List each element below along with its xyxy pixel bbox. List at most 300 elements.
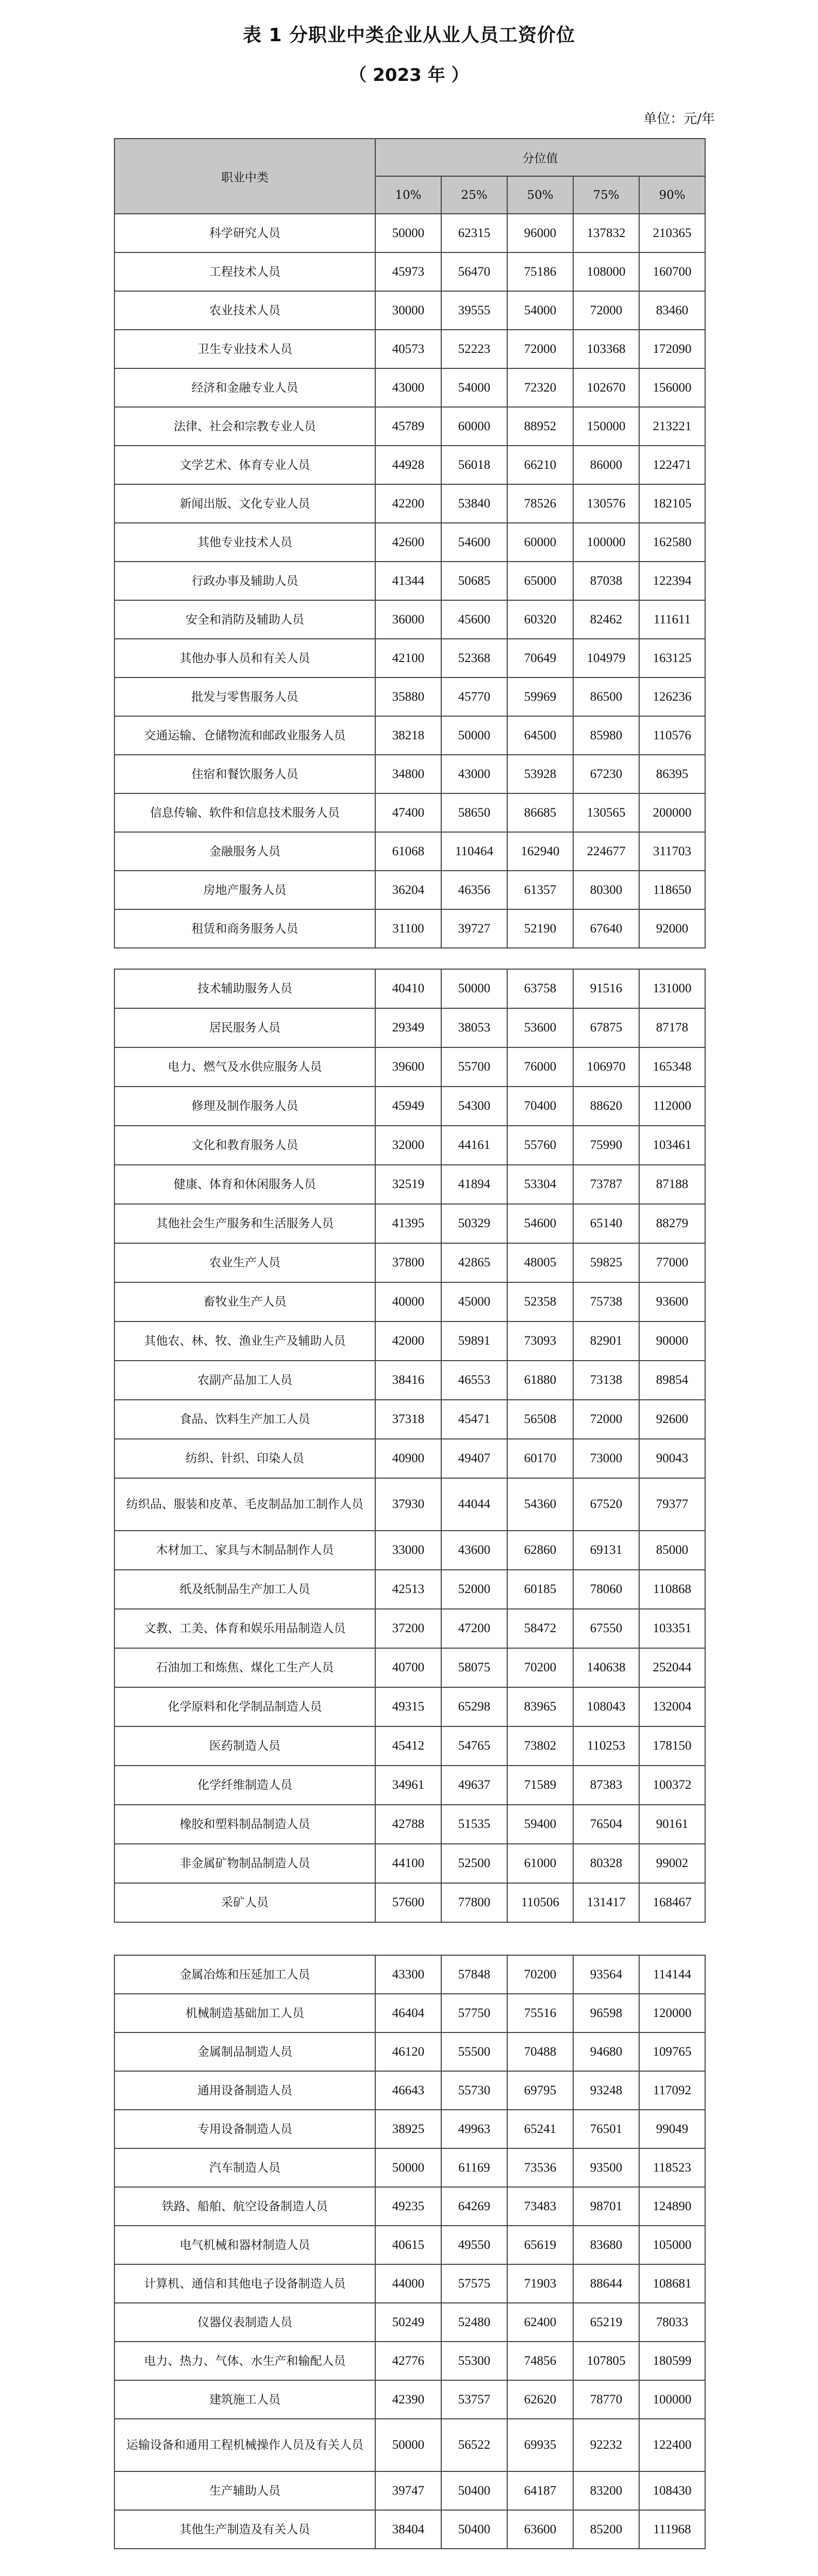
table-row — [114, 2303, 705, 2342]
wage-p10: 37800 — [375, 1243, 441, 1282]
wage-p10: 40700 — [375, 1648, 441, 1687]
occupation-name: 电气机械和器材制造人员 — [114, 2226, 375, 2264]
wage-p25: 50400 — [441, 2471, 507, 2510]
table-row — [114, 909, 705, 948]
wage-p90: 99049 — [639, 2110, 705, 2148]
wage-p25: 56522 — [441, 2419, 507, 2471]
wage-p75: 93248 — [573, 2071, 639, 2110]
wage-p10: 46404 — [375, 1994, 441, 2032]
wage-p50: 76000 — [507, 1047, 573, 1087]
occupation-name: 食品、饮料生产加工人员 — [114, 1400, 375, 1439]
wage-p10: 37200 — [375, 1609, 441, 1648]
wage-p50: 59400 — [507, 1805, 573, 1844]
wage-p75: 96598 — [573, 1994, 639, 2032]
occupation-name: 农副产品加工人员 — [114, 1361, 375, 1400]
wage-p25: 39555 — [441, 291, 507, 330]
table-row — [114, 639, 705, 677]
wage-p50: 71903 — [507, 2264, 573, 2303]
wage-p50: 65619 — [507, 2226, 573, 2264]
wage-p50: 54000 — [507, 291, 573, 330]
wage-p50: 65241 — [507, 2110, 573, 2148]
wage-p75: 93500 — [573, 2148, 639, 2187]
wage-p75: 86000 — [573, 446, 639, 484]
wage-p75: 108043 — [573, 1687, 639, 1726]
wage-p90: 180599 — [639, 2342, 705, 2380]
wage-p75: 76504 — [573, 1805, 639, 1844]
table-row — [114, 1047, 705, 1087]
wage-p10: 38218 — [375, 716, 441, 755]
wage-p25: 53840 — [441, 484, 507, 523]
occupation-name: 安全和消防及辅助人员 — [114, 600, 375, 639]
wage-p90: 122394 — [639, 562, 705, 600]
wage-p25: 56470 — [441, 252, 507, 291]
wage-p25: 39727 — [441, 909, 507, 948]
wage-p75: 82901 — [573, 1321, 639, 1361]
wage-p25: 65298 — [441, 1687, 507, 1726]
wage-p90: 111611 — [639, 600, 705, 639]
occupation-name: 住宿和餐饮服务人员 — [114, 755, 375, 793]
occupation-name: 机械制造基础加工人员 — [114, 1994, 375, 2032]
table-row — [114, 793, 705, 832]
occupation-name: 文教、工美、体育和娱乐用品制造人员 — [114, 1609, 375, 1648]
header-p90: 90% — [639, 176, 705, 214]
wage-p50: 73093 — [507, 1321, 573, 1361]
wage-table-section-3 — [114, 1955, 706, 2549]
wage-p90: 178150 — [639, 1726, 705, 1766]
wage-p25: 49637 — [441, 1766, 507, 1805]
occupation-name: 法律、社会和宗教专业人员 — [114, 407, 375, 446]
wage-p10: 49315 — [375, 1687, 441, 1726]
wage-p10: 43300 — [375, 1955, 441, 1994]
wage-p25: 61169 — [441, 2148, 507, 2187]
wage-p10: 44000 — [375, 2264, 441, 2303]
wage-p50: 72320 — [507, 368, 573, 407]
wage-p50: 53600 — [507, 1008, 573, 1047]
occupation-name: 租赁和商务服务人员 — [114, 909, 375, 948]
occupation-name: 经济和金融专业人员 — [114, 368, 375, 407]
wage-p25: 50400 — [441, 2510, 507, 2549]
wage-p75: 75990 — [573, 1126, 639, 1165]
wage-p25: 41894 — [441, 1165, 507, 1204]
table-row — [114, 716, 705, 755]
occupation-name: 橡胶和塑料制品制造人员 — [114, 1805, 375, 1844]
wage-p75: 67550 — [573, 1609, 639, 1648]
wage-p50: 61357 — [507, 871, 573, 909]
table-row — [114, 969, 705, 1008]
wage-p50: 70400 — [507, 1087, 573, 1126]
wage-p90: 165348 — [639, 1047, 705, 1087]
wage-p75: 93564 — [573, 1955, 639, 1994]
wage-p90: 112000 — [639, 1087, 705, 1126]
wage-p50: 61000 — [507, 1844, 573, 1883]
wage-p10: 42788 — [375, 1805, 441, 1844]
wage-p25: 54600 — [441, 523, 507, 562]
wage-p25: 54300 — [441, 1087, 507, 1126]
wage-p50: 58472 — [507, 1609, 573, 1648]
occupation-name: 纺织、针织、印染人员 — [114, 1439, 375, 1478]
wage-p25: 50685 — [441, 562, 507, 600]
wage-p50: 63758 — [507, 969, 573, 1008]
wage-p50: 54360 — [507, 1478, 573, 1531]
wage-p90: 103351 — [639, 1609, 705, 1648]
table-row — [114, 291, 705, 330]
wage-p25: 46356 — [441, 871, 507, 909]
wage-p90: 311703 — [639, 832, 705, 871]
wage-p50: 53928 — [507, 755, 573, 793]
wage-p10: 30000 — [375, 291, 441, 330]
wage-p10: 49235 — [375, 2187, 441, 2226]
wage-p90: 90161 — [639, 1805, 705, 1844]
wage-p90: 78033 — [639, 2303, 705, 2342]
wage-p25: 44161 — [441, 1126, 507, 1165]
wage-p75: 98701 — [573, 2187, 639, 2226]
wage-p90: 117092 — [639, 2071, 705, 2110]
wage-p90: 118650 — [639, 871, 705, 909]
occupation-name: 金属制品制造人员 — [114, 2032, 375, 2071]
wage-p50: 56508 — [507, 1400, 573, 1439]
wage-p75: 91516 — [573, 969, 639, 1008]
wage-p25: 50000 — [441, 716, 507, 755]
wage-p50: 69795 — [507, 2071, 573, 2110]
wage-p25: 50329 — [441, 1204, 507, 1243]
wage-p50: 83965 — [507, 1687, 573, 1726]
table-row — [114, 1955, 705, 1994]
wage-p50: 73483 — [507, 2187, 573, 2226]
occupation-name: 专用设备制造人员 — [114, 2110, 375, 2148]
wage-p90: 160700 — [639, 252, 705, 291]
wage-p10: 39600 — [375, 1047, 441, 1087]
occupation-name: 纸及纸制品生产加工人员 — [114, 1570, 375, 1609]
wage-p50: 48005 — [507, 1243, 573, 1282]
wage-p10: 61068 — [375, 832, 441, 871]
table-row — [114, 1282, 705, 1321]
wage-p10: 43000 — [375, 368, 441, 407]
wage-p90: 88279 — [639, 1204, 705, 1243]
occupation-name: 木材加工、家具与木制品制作人员 — [114, 1531, 375, 1570]
wage-p90: 131000 — [639, 969, 705, 1008]
wage-table-section-2 — [114, 969, 706, 1923]
table-row — [114, 1766, 705, 1805]
wage-p10: 42513 — [375, 1570, 441, 1609]
wage-p10: 46643 — [375, 2071, 441, 2110]
wage-p50: 75186 — [507, 252, 573, 291]
occupation-name: 其他社会生产服务和生活服务人员 — [114, 1204, 375, 1243]
wage-p25: 55700 — [441, 1047, 507, 1087]
wage-p10: 42776 — [375, 2342, 441, 2380]
table-row — [114, 2032, 705, 2071]
wage-p25: 52368 — [441, 639, 507, 677]
wage-p25: 64269 — [441, 2187, 507, 2226]
wage-p50: 70200 — [507, 1648, 573, 1687]
wage-p50: 96000 — [507, 214, 573, 252]
occupation-name: 纺织品、服装和皮革、毛皮制品加工制作人员 — [114, 1478, 375, 1531]
wage-p10: 34800 — [375, 755, 441, 793]
wage-p75: 73138 — [573, 1361, 639, 1400]
wage-p50: 110506 — [507, 1883, 573, 1922]
table-row — [114, 2187, 705, 2226]
wage-p90: 182105 — [639, 484, 705, 523]
wage-p75: 86500 — [573, 677, 639, 716]
wage-p90: 126236 — [639, 677, 705, 716]
occupation-name: 其他办事人员和有关人员 — [114, 639, 375, 677]
wage-p25: 56018 — [441, 446, 507, 484]
wage-p25: 60000 — [441, 407, 507, 446]
occupation-name: 仪器仪表制造人员 — [114, 2303, 375, 2342]
wage-p10: 45949 — [375, 1087, 441, 1126]
occupation-name: 行政办事及辅助人员 — [114, 562, 375, 600]
wage-p25: 38053 — [441, 1008, 507, 1047]
wage-p10: 42600 — [375, 523, 441, 562]
table-row — [114, 1726, 705, 1766]
wage-p25: 49407 — [441, 1439, 507, 1478]
wage-p90: 89854 — [639, 1361, 705, 1400]
wage-p75: 92232 — [573, 2419, 639, 2471]
table-row — [114, 871, 705, 909]
wage-p50: 60170 — [507, 1439, 573, 1478]
wage-p75: 100000 — [573, 523, 639, 562]
wage-p10: 31100 — [375, 909, 441, 948]
wage-p50: 70488 — [507, 2032, 573, 2071]
wage-table-section-1 — [114, 138, 706, 948]
wage-p50: 73536 — [507, 2148, 573, 2187]
wage-p10: 40410 — [375, 969, 441, 1008]
wage-p75: 76501 — [573, 2110, 639, 2148]
wage-p50: 78526 — [507, 484, 573, 523]
table-row — [114, 562, 705, 600]
wage-p90: 100372 — [639, 1766, 705, 1805]
occupation-name: 批发与零售服务人员 — [114, 677, 375, 716]
wage-p75: 67520 — [573, 1478, 639, 1531]
table-row — [114, 1570, 705, 1609]
wage-p90: 79377 — [639, 1478, 705, 1531]
wage-p25: 50000 — [441, 969, 507, 1008]
wage-p90: 156000 — [639, 368, 705, 407]
table-row — [114, 2510, 705, 2549]
wage-p25: 62315 — [441, 214, 507, 252]
wage-p75: 80328 — [573, 1844, 639, 1883]
wage-p25: 49963 — [441, 2110, 507, 2148]
occupation-name: 畜牧业生产人员 — [114, 1282, 375, 1321]
wage-p75: 102670 — [573, 368, 639, 407]
wage-p25: 43600 — [441, 1531, 507, 1570]
wage-p50: 62620 — [507, 2380, 573, 2419]
table-row — [114, 2380, 705, 2419]
table-row — [114, 523, 705, 562]
wage-p10: 29349 — [375, 1008, 441, 1047]
header-p25: 25% — [441, 176, 507, 214]
wage-p25: 45471 — [441, 1400, 507, 1439]
wage-p75: 78060 — [573, 1570, 639, 1609]
wage-p10: 42000 — [375, 1321, 441, 1361]
wage-p90: 108430 — [639, 2471, 705, 2510]
wage-p25: 53757 — [441, 2380, 507, 2419]
wage-p50: 65000 — [507, 562, 573, 600]
wage-p90: 122400 — [639, 2419, 705, 2471]
occupation-name: 运输设备和通用工程机械操作人员及有关人员 — [114, 2419, 375, 2471]
occupation-name: 金融服务人员 — [114, 832, 375, 871]
table-row — [114, 2471, 705, 2510]
wage-p50: 52358 — [507, 1282, 573, 1321]
occupation-name: 电力、燃气及水供应服务人员 — [114, 1047, 375, 1087]
wage-p50: 70649 — [507, 639, 573, 677]
table-row — [114, 214, 705, 252]
wage-p75: 82462 — [573, 600, 639, 639]
wage-p90: 103461 — [639, 1126, 705, 1165]
occupation-name: 科学研究人员 — [114, 214, 375, 252]
wage-p50: 63600 — [507, 2510, 573, 2549]
wage-p75: 131417 — [573, 1883, 639, 1922]
wage-p75: 224677 — [573, 832, 639, 871]
wage-p10: 38925 — [375, 2110, 441, 2148]
occupation-name: 石油加工和炼焦、煤化工生产人员 — [114, 1648, 375, 1687]
table-row — [114, 252, 705, 291]
wage-p25: 45000 — [441, 1282, 507, 1321]
wage-p75: 130576 — [573, 484, 639, 523]
wage-p25: 49550 — [441, 2226, 507, 2264]
wage-p25: 54000 — [441, 368, 507, 407]
wage-p25: 54765 — [441, 1726, 507, 1766]
occupation-name: 健康、体育和休闲服务人员 — [114, 1165, 375, 1204]
wage-p90: 108681 — [639, 2264, 705, 2303]
wage-p10: 42390 — [375, 2380, 441, 2419]
wage-p90: 93600 — [639, 1282, 705, 1321]
header-category: 职业中类 — [114, 139, 375, 214]
wage-p50: 59969 — [507, 677, 573, 716]
wage-p10: 45973 — [375, 252, 441, 291]
wage-p90: 100000 — [639, 2380, 705, 2419]
table-row — [114, 1805, 705, 1844]
wage-p25: 43000 — [441, 755, 507, 793]
wage-p10: 44100 — [375, 1844, 441, 1883]
table-row — [114, 1204, 705, 1243]
wage-p50: 88952 — [507, 407, 573, 446]
wage-p10: 50000 — [375, 214, 441, 252]
wage-p90: 200000 — [639, 793, 705, 832]
wage-p10: 40615 — [375, 2226, 441, 2264]
table-title: 表 1 分职业中类企业从业人员工资价位 — [242, 25, 576, 46]
occupation-name: 电力、热力、气体、水生产和输配人员 — [114, 2342, 375, 2380]
wage-p50: 60000 — [507, 523, 573, 562]
occupation-name: 农业生产人员 — [114, 1243, 375, 1282]
wage-p10: 35880 — [375, 677, 441, 716]
wage-p90: 252044 — [639, 1648, 705, 1687]
wage-p25: 55730 — [441, 2071, 507, 2110]
table-row — [114, 1165, 705, 1204]
wage-p75: 103368 — [573, 330, 639, 368]
wage-p25: 44044 — [441, 1478, 507, 1531]
occupation-name: 其他专业技术人员 — [114, 523, 375, 562]
wage-p90: 172090 — [639, 330, 705, 368]
wage-p50: 53304 — [507, 1165, 573, 1204]
wage-p25: 77800 — [441, 1883, 507, 1922]
wage-p75: 83200 — [573, 2471, 639, 2510]
header-p10: 10% — [375, 176, 441, 214]
wage-p90: 92600 — [639, 1400, 705, 1439]
table-row — [114, 1400, 705, 1439]
table-row — [114, 1531, 705, 1570]
wage-p90: 114144 — [639, 1955, 705, 1994]
table-row — [114, 1478, 705, 1531]
wage-p50: 62400 — [507, 2303, 573, 2342]
wage-p75: 59825 — [573, 1243, 639, 1282]
wage-p90: 124890 — [639, 2187, 705, 2226]
wage-p25: 52480 — [441, 2303, 507, 2342]
wage-p75: 137832 — [573, 214, 639, 252]
wage-p75: 85200 — [573, 2510, 639, 2549]
table-row — [114, 330, 705, 368]
table-row — [114, 832, 705, 871]
occupation-name: 新闻出版、文化专业人员 — [114, 484, 375, 523]
table-row — [114, 1687, 705, 1726]
wage-p75: 104979 — [573, 639, 639, 677]
header-percentile-group: 分位值 — [375, 139, 705, 176]
wage-p50: 64500 — [507, 716, 573, 755]
unit-label: 单位：元/年 — [643, 111, 715, 127]
occupation-name: 铁路、船舶、航空设备制造人员 — [114, 2187, 375, 2226]
wage-p25: 57575 — [441, 2264, 507, 2303]
wage-p10: 39747 — [375, 2471, 441, 2510]
wage-p25: 58650 — [441, 793, 507, 832]
table-row — [114, 1008, 705, 1047]
wage-p75: 130565 — [573, 793, 639, 832]
wage-p90: 163125 — [639, 639, 705, 677]
table-row — [114, 1844, 705, 1883]
wage-p75: 65140 — [573, 1204, 639, 1243]
wage-p10: 37930 — [375, 1478, 441, 1531]
wage-p90: 118523 — [639, 2148, 705, 2187]
table-row — [114, 2148, 705, 2187]
table-row — [114, 2110, 705, 2148]
table-row — [114, 1087, 705, 1126]
wage-p90: 85000 — [639, 1531, 705, 1570]
wage-p25: 58075 — [441, 1648, 507, 1687]
occupation-name: 文化和教育服务人员 — [114, 1126, 375, 1165]
table-row — [114, 1883, 705, 1922]
wage-p75: 73000 — [573, 1439, 639, 1478]
wage-p90: 162580 — [639, 523, 705, 562]
occupation-name: 采矿人员 — [114, 1883, 375, 1922]
table-row — [114, 1321, 705, 1361]
wage-p90: 99002 — [639, 1844, 705, 1883]
table-row — [114, 1439, 705, 1478]
occupation-name: 金属冶炼和压延加工人员 — [114, 1955, 375, 1994]
header-p50: 50% — [507, 176, 573, 214]
occupation-name: 其他生产制造及有关人员 — [114, 2510, 375, 2549]
wage-p50: 73802 — [507, 1726, 573, 1766]
occupation-name: 修理及制作服务人员 — [114, 1087, 375, 1126]
table-row — [114, 677, 705, 716]
wage-p75: 110253 — [573, 1726, 639, 1766]
table-row — [114, 446, 705, 484]
table-row — [114, 600, 705, 639]
wage-p10: 40900 — [375, 1439, 441, 1478]
wage-p10: 41395 — [375, 1204, 441, 1243]
wage-p50: 52190 — [507, 909, 573, 948]
wage-p90: 213221 — [639, 407, 705, 446]
wage-p50: 62860 — [507, 1531, 573, 1570]
wage-p90: 111968 — [639, 2510, 705, 2549]
wage-p50: 71589 — [507, 1766, 573, 1805]
wage-p10: 47400 — [375, 793, 441, 832]
wage-p25: 59891 — [441, 1321, 507, 1361]
table-row — [114, 1126, 705, 1165]
table-row — [114, 2226, 705, 2264]
occupation-name: 汽车制造人员 — [114, 2148, 375, 2187]
wage-p10: 32519 — [375, 1165, 441, 1204]
wage-p90: 92000 — [639, 909, 705, 948]
wage-p50: 74856 — [507, 2342, 573, 2380]
occupation-name: 信息传输、软件和信息技术服务人员 — [114, 793, 375, 832]
